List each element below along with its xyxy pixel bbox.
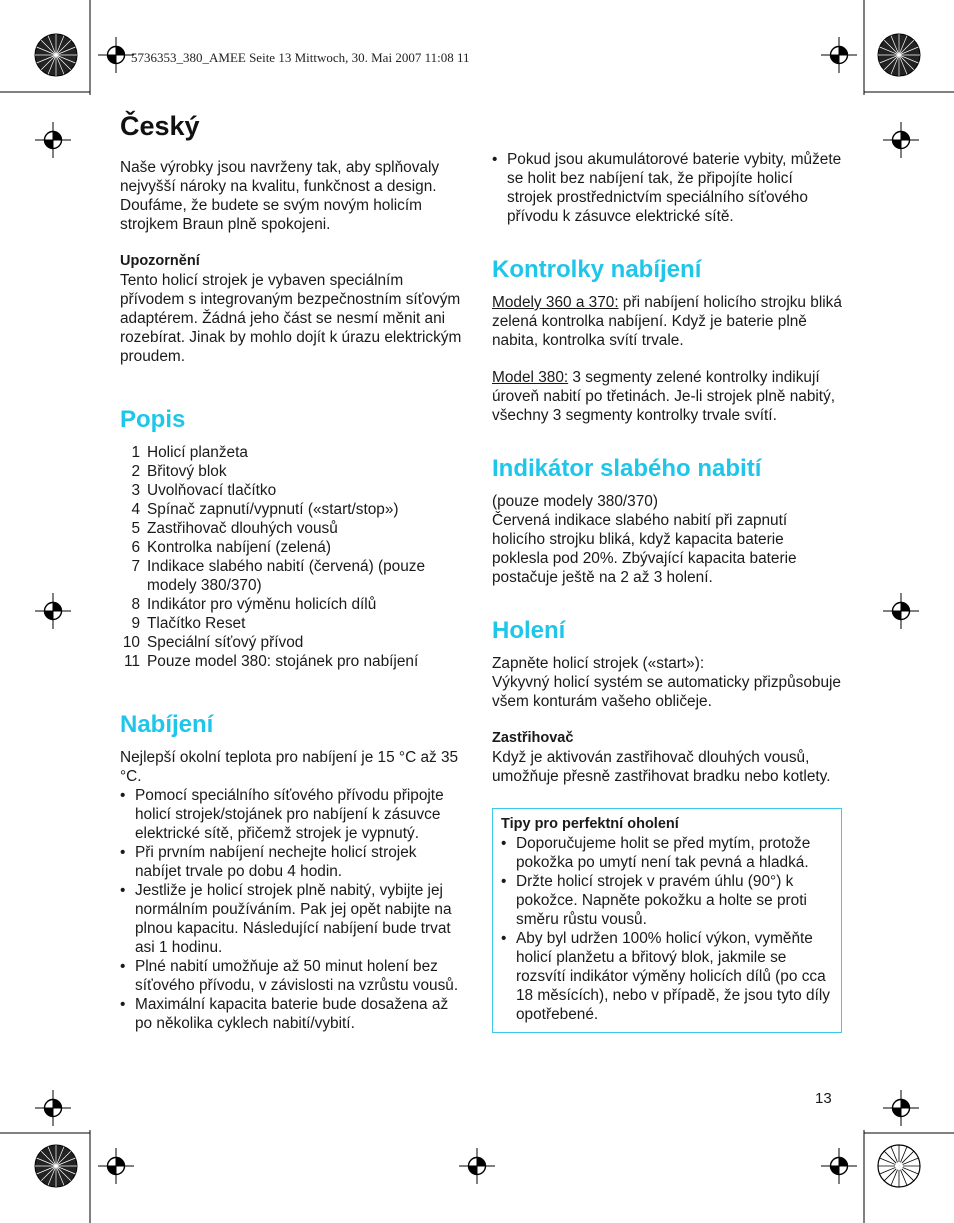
list-item: 9 Tlačítko Reset	[131, 615, 246, 632]
list-item: 2 Břitový blok	[131, 463, 227, 480]
list-item: • Pomocí speciálního síťového přívodu připojte holicí strojek/stojánek pro nabíjení k zásuvce elektrické sítě, přičemž strojek je vypnutý.	[120, 786, 465, 843]
indicator-paragraph: Červená indikace slabého nabití při zapnutí holicího strojku bliká, když kapacita baterie poklesla pod 20%. Zbývající kapacita baterie postačuje ještě na 2 až 3 holení.	[492, 512, 797, 586]
page-number: 13	[815, 1090, 832, 1107]
list-item: • Držte holicí strojek v pravém úhlu (90°) k pokožce. Napněte pokožku a holte se proti směru růstu vousů.	[501, 872, 831, 929]
left-column	[120, 110, 465, 1033]
list-item: • Aby byl udržen 100% holicí výkon, vyměňte holicí planžetu a břitový blok, jakmile se rozsvítí indikátor výměny holicích dílů (po cca 18 měsících), nebo v případě, že jsou tyto díly opotřebené.	[501, 929, 831, 1024]
section-heading-holeni: Holení	[492, 617, 566, 644]
list-item: • Maximální kapacita baterie bude dosažena až po několika cyklech nabití/vybití.	[120, 995, 465, 1033]
charging-intro: Nejlepší okolní teplota pro nabíjení je 15 °C až 35 °C.	[120, 749, 459, 785]
tips-heading: Tipy pro perfektní oholení	[501, 816, 679, 832]
charging-list	[120, 786, 465, 1033]
section-heading-indikator: Indikátor slabého nabití	[492, 455, 762, 482]
parts-list	[120, 443, 465, 671]
list-item: 1 Holicí planžeta	[131, 444, 248, 461]
list-item: 4 Spínač zapnutí/vypnutí («start/stop»)	[131, 501, 399, 518]
list-item: • Plné nabití umožňuje až 50 minut holení bez síťového přívodu, v závislosti na vzrůstu vousů.	[120, 957, 465, 995]
model-380-paragraph: Model 380: 3 segmenty zelené kontrolky indikují úroveň nabití po třetinách. Je-li strojek plně nabitý, všechny 3 segmenty kontrolky trvale svítí.	[492, 369, 836, 424]
list-item: • Při prvním nabíjení nechejte holicí strojek nabíjet trvale po dobu 4 hodin.	[120, 843, 465, 881]
battery-list	[492, 150, 842, 226]
list-item: • Pokud jsou akumulátorové baterie vybity, můžete se holit bez nabíjení tak, že připojíte holicí strojek prostřednictvím speciálního síťového přívodu k zásuvce elektrické sítě.	[492, 150, 842, 226]
section-heading-kontrolky: Kontrolky nabíjení	[492, 256, 702, 283]
list-item: • Doporučujeme holit se před mytím, protože pokožka po umytí není tak pevná a hladká.	[501, 834, 831, 872]
print-header: 5736353_380_AMEE Seite 13 Mittwoch, 30. Mai 2007 11:08 11	[131, 50, 470, 65]
shaving-line-1: Zapněte holicí strojek («start»):	[492, 655, 705, 672]
warning-heading: Upozornění	[120, 253, 200, 269]
right-column	[492, 150, 842, 1033]
list-item: 5 Zastřihovač dlouhých vousů	[131, 520, 338, 537]
list-item: 7 Indikace slabého nabití (červená) (pouze modely 380/370)	[131, 558, 426, 594]
models-360-paragraph: Modely 360 a 370: při nabíjení holicího strojku bliká zelená kontrolka nabíjení. Když je baterie plně nabita, kontrolka svítí trvale.	[492, 294, 842, 349]
list-item: 3 Uvolňovací tlačítko	[131, 482, 277, 499]
list-item: 8 Indikátor pro výměnu holicích dílů	[131, 596, 377, 613]
shaving-line-2: Výkyvný holicí systém se automaticky přizpůsobuje všem konturám vašeho obličeje.	[492, 674, 841, 710]
models-360-label: Modely 360 a 370:	[492, 294, 619, 311]
section-heading-popis: Popis	[120, 406, 186, 433]
list-item: 6 Kontrolka nabíjení (zelená)	[131, 539, 331, 556]
warning-paragraph: Tento holicí strojek je vybaven speciálním přívodem s integrovaným bezpečnostním síťovým adaptérem. Žádná jeho část se nesmí měnit ani rozebírat. Jinak by mohlo dojít k úrazu elektrickým proudem.	[120, 272, 462, 365]
model-380-label: Model 380:	[492, 369, 569, 386]
list-item: • Jestliže je holicí strojek plně nabitý, vybijte jej normálním používáním. Pak jej opět nabijte na plnou kapacitu. Následující nabíjení bude trvat asi 1 hodinu.	[120, 881, 465, 957]
list-item: 10 Speciální síťový přívod	[122, 634, 304, 651]
tips-box	[492, 808, 842, 1033]
trimmer-heading: Zastřihovač	[492, 730, 574, 746]
intro-paragraph: Naše výrobky jsou navrženy tak, aby splňovaly nejvyšší nároky na kvalitu, funkčnost a design. Doufáme, že budete se svým novým holicím strojkem Braun plně spokojeni.	[120, 159, 440, 233]
indicator-note: (pouze modely 380/370)	[492, 493, 658, 510]
list-item: 11 Pouze model 380: stojánek pro nabíjení	[124, 653, 419, 670]
tips-list	[501, 834, 831, 1024]
section-heading-nabijeni: Nabíjení	[120, 711, 214, 738]
trimmer-paragraph: Když je aktivován zastřihovač dlouhých vousů, umožňuje přesně zastřihovat bradku nebo kotlety.	[492, 749, 831, 785]
page-title: Český	[120, 111, 200, 141]
